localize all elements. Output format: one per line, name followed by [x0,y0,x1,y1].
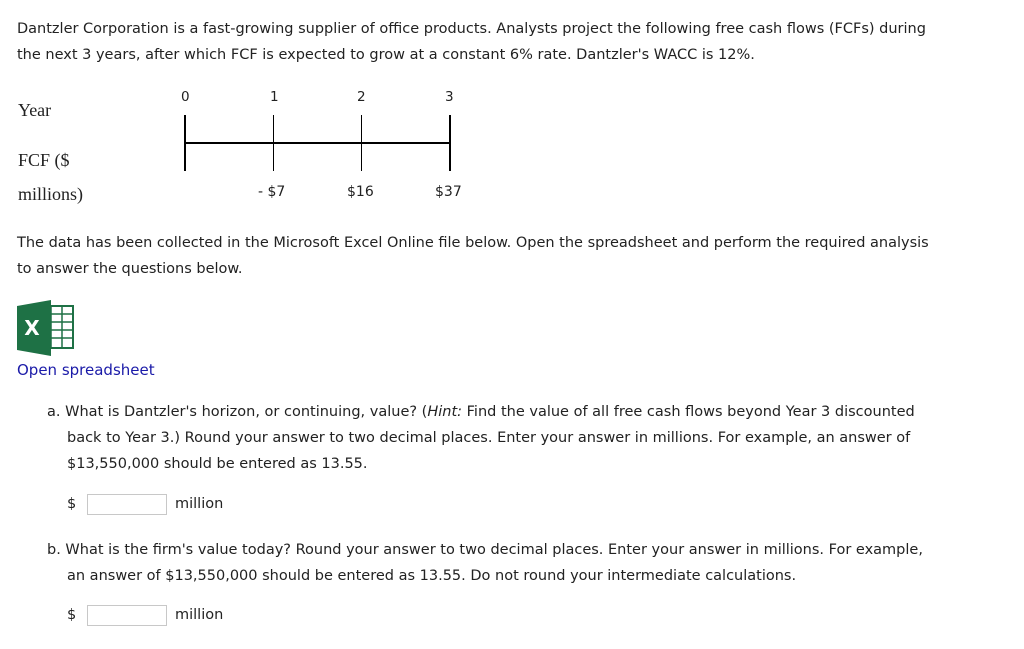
question-b-line-1: b. What is the firm's value today? Round your answer to two decimal places. Enter your answer in millions. For example, [47,542,923,558]
timeline-axis [184,142,451,144]
intro-line-1: Dantzler Corporation is a fast-growing supplier of office products. Analysts project the following free cash flows (FCFs) during [17,21,926,37]
question-a-unit: million [175,496,224,512]
cash-flow-year-2: $16 [347,184,374,200]
question-b-line-2: an answer of $13,550,000 should be entered as 13.55. Do not round your intermediate calculations. [67,568,797,584]
cash-flow-year-1: - $7 [258,184,286,200]
question-a-line-3: $13,550,000 should be entered as 13.55. [67,456,368,472]
open-spreadsheet-link[interactable]: Open spreadsheet [17,361,155,379]
horizon-value-input[interactable] [87,494,167,515]
svg-text:X: X [24,316,40,340]
fcf-label-line-1: FCF ($ [18,150,70,170]
year-0: 0 [181,89,190,105]
question-b-unit: million [175,607,224,623]
year-2: 2 [357,89,366,105]
cash-flow-year-3: $37 [435,184,462,200]
hint-label: Hint: [427,404,463,420]
year-3: 3 [445,89,454,105]
data-note-line-1: The data has been collected in the Microsoft Excel Online file below. Open the spreadsheet and perform the required analysis [17,235,929,251]
question-a-currency: $ [67,496,77,512]
firm-value-input[interactable] [87,605,167,626]
year-label: Year [18,100,52,120]
intro-line-2: the next 3 years, after which FCF is expected to grow at a constant 6% rate. Dantzler's WACC is 12%. [17,47,755,63]
excel-icon[interactable] [17,300,77,356]
question-a-line-2: back to Year 3.) Round your answer to two decimal places. Enter your answer in millions. For example, an answer of [67,430,911,446]
fcf-label-line-2: millions) [18,184,84,204]
question-b-currency: $ [67,607,77,623]
question-a-line-1: a. What is Dantzler's horizon, or continuing, value? (Hint: Find the value of all free cash flows beyond Year 3 discounted [47,404,915,420]
data-note-line-2: to answer the questions below. [17,261,243,277]
year-1: 1 [270,89,279,105]
